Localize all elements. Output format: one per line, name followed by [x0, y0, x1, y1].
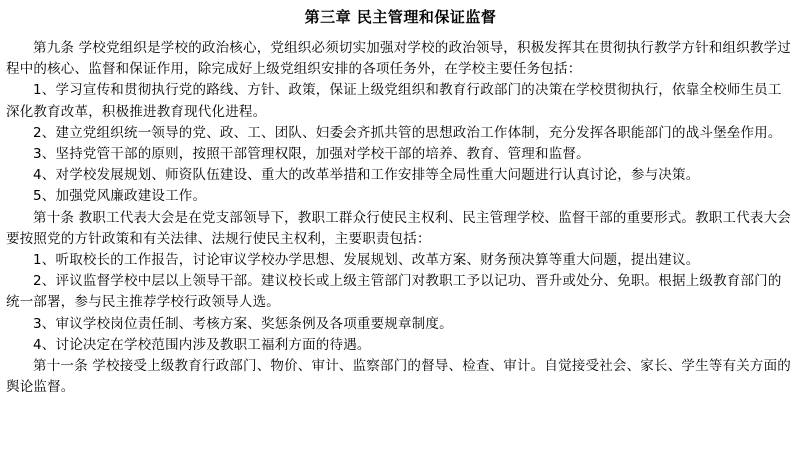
article-11-text: 第十一条 学校接受上级教育行政部门、物价、审计、监察部门的督导、检查、审计。自觉接受社会、家长、学生等有关方面的舆论监督。 [6, 358, 791, 396]
article-10-item-3: 3、审议学校岗位责任制、考核方案、奖惩条例及各项重要规章制度。 [33, 315, 453, 332]
article-9-item-3: 3、坚持党管干部的原则，按照干部管理权限，加强对学校干部的培养、教育、管理和监督。 [33, 146, 590, 163]
article-9-item-1: 1、学习宣传和贯彻执行党的路线、方针、政策，保证上级党组织和教育行政部门的决策在学校贯彻执行，依靠全校师生员工深化教育改革，积极推进教育现代化进程。 [6, 82, 782, 120]
article-9-item-4: 4、对学校发展规划、师资队伍建设、重大的改革举措和工作安排等全局性重大问题进行认真讨论，参与决策。 [33, 167, 700, 184]
article-9-text: 第九条 学校党组织是学校的政治核心，党组织必须切实加强对学校的政治领导，积极发挥其在贯彻执行教学方针和组织教学过程中的核心、监督和保证作用，除完成好上级党组织安排的各项任务外，在学校主要任务包括： [6, 40, 791, 78]
article-10-item-4: 4、讨论决定在学校范围内涉及教职工福利方面的待遇。 [33, 336, 371, 353]
article-9-item-2: 2、建立党组织统一领导的党、政、工、团队、妇委会齐抓共管的思想政治工作体制，充分发挥各职能部门的战斗堡垒作用。 [33, 124, 782, 141]
article-10-item-1: 1、听取校长的工作报告，讨论审议学校办学思想、发展规划、改革方案、财务预决算等重大问题，提出建议。 [33, 252, 700, 269]
article-10-item-2: 2、评议监督学校中层以上领导干部。建议校长或上级主管部门对教职工予以记功、晋升或处分、免职。根据上级教育部门的统一部署，参与民主推荐学校行政领导人选。 [6, 273, 782, 311]
chapter-title: 第三章 民主管理和保证监督 [304, 8, 497, 26]
article-9-item-5: 5、加强党风廉政建设工作。 [33, 188, 207, 205]
article-10-text: 第十条 教职工代表大会是在党支部领导下，教职工群众行使民主权利、民主管理学校、监督干部的重要形式。教职工代表大会要按照党的方针政策和有关法律、法规行使民主权利，主要职责包括： [6, 209, 791, 247]
